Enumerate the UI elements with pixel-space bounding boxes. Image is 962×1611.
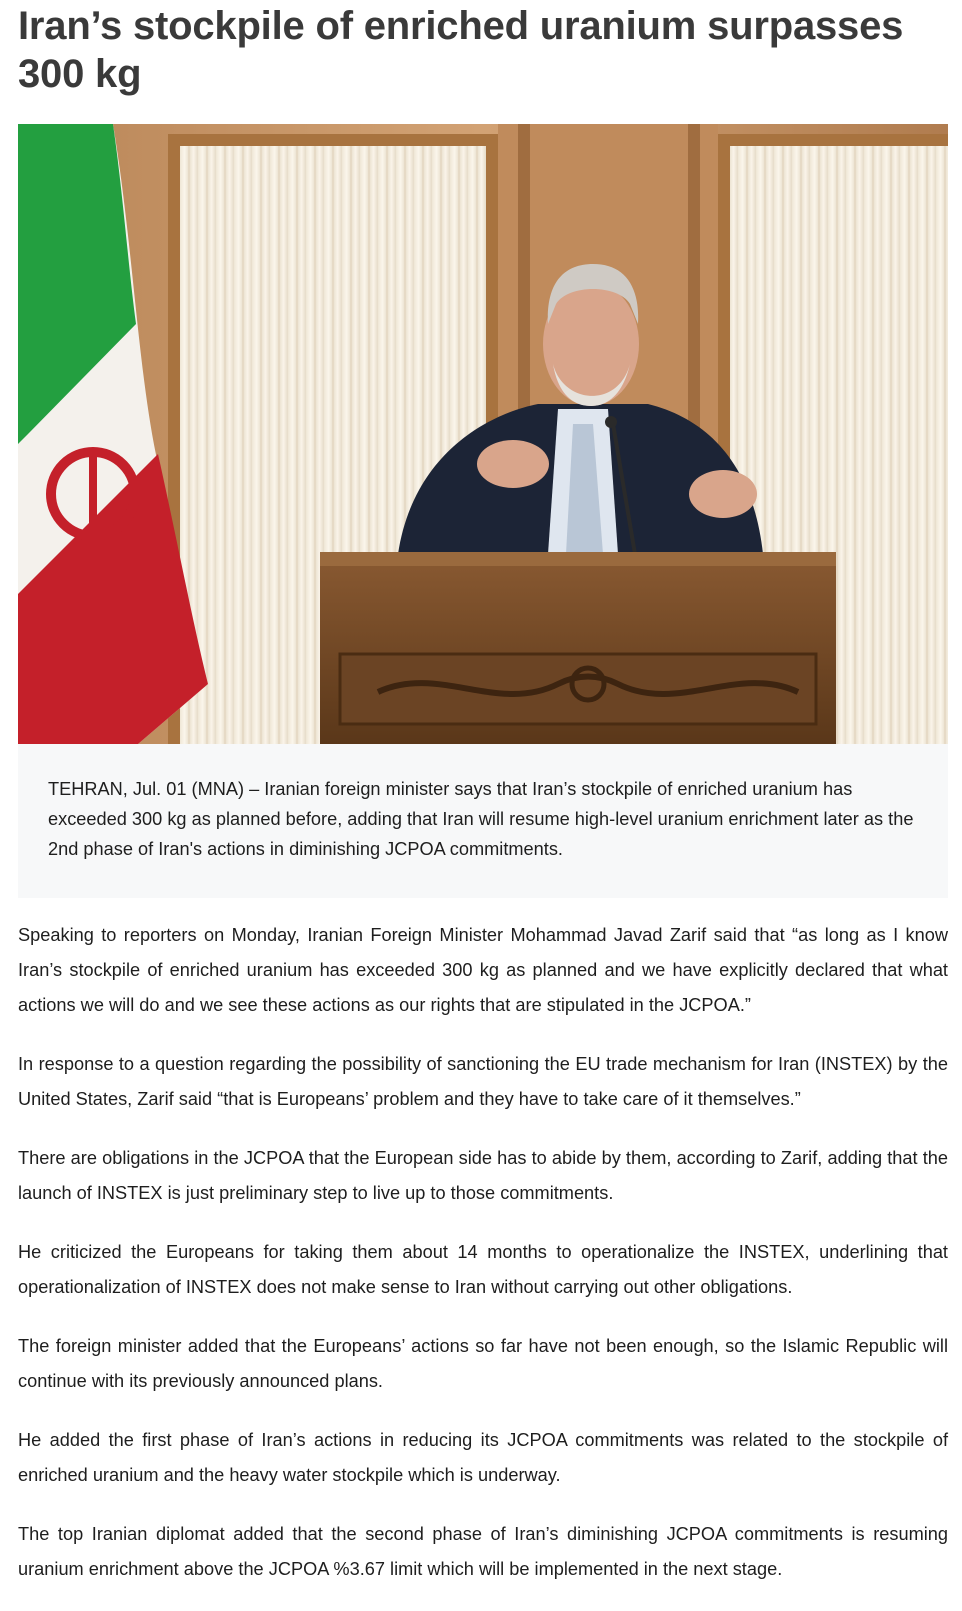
body-paragraph: Speaking to reporters on Monday, Iranian Foreign Minister Mohammad Javad Zarif said that “as long as I know Iran’s stockpile of enriched uranium has exceeded 300 kg as planned and we have explicitly declared that what actions we will do and we see these actions as our rights that are stipulated in the JCPOA.” <box>18 925 948 1015</box>
lead-photo <box>18 124 948 744</box>
body-paragraph: He added the first phase of Iran’s actions in reducing its JCPOA commitments was related to the stockpile of enriched uranium and the heavy water stockpile which is underway. <box>18 1430 948 1485</box>
body-paragraph: The top Iranian diplomat added that the second phase of Iran’s diminishing JCPOA commitments is resuming uranium enrichment above the JCPOA %3.67 limit which will be implemented in the next stage. <box>18 1524 948 1579</box>
article-headline: Iran’s stockpile of enriched uranium surpasses 300 kg <box>18 4 904 96</box>
body-paragraph: In response to a question regarding the possibility of sanctioning the EU trade mechanism for Iran (INSTEX) by the United States, Zarif said “that is Europeans’ problem and they have to take care of it themselves.” <box>18 1054 948 1109</box>
lead-summary: TEHRAN, Jul. 01 (MNA) – Iranian foreign minister says that Iran’s stockpile of enriched uranium has exceeded 300 kg as planned before, adding that Iran will resume high-level uranium enrichment later as the 2nd phase of Iran's actions in diminishing JCPOA commitments. <box>48 779 914 859</box>
body-paragraph: The foreign minister added that the Europeans’ actions so far have not been enough, so the Islamic Republic will continue with its previously announced plans. <box>18 1336 948 1391</box>
body-paragraph: There are obligations in the JCPOA that the European side has to abide by them, according to Zarif, adding that the launch of INSTEX is just preliminary step to live up to those commitments. <box>18 1148 948 1203</box>
article-body <box>18 918 948 1611</box>
body-paragraph: He criticized the Europeans for taking them about 14 months to operationalize the INSTEX, underlining that operationalization of INSTEX does not make sense to Iran without carrying out other obligations. <box>18 1242 948 1297</box>
lead-summary-box <box>18 744 948 898</box>
photo-illustration <box>18 124 948 744</box>
